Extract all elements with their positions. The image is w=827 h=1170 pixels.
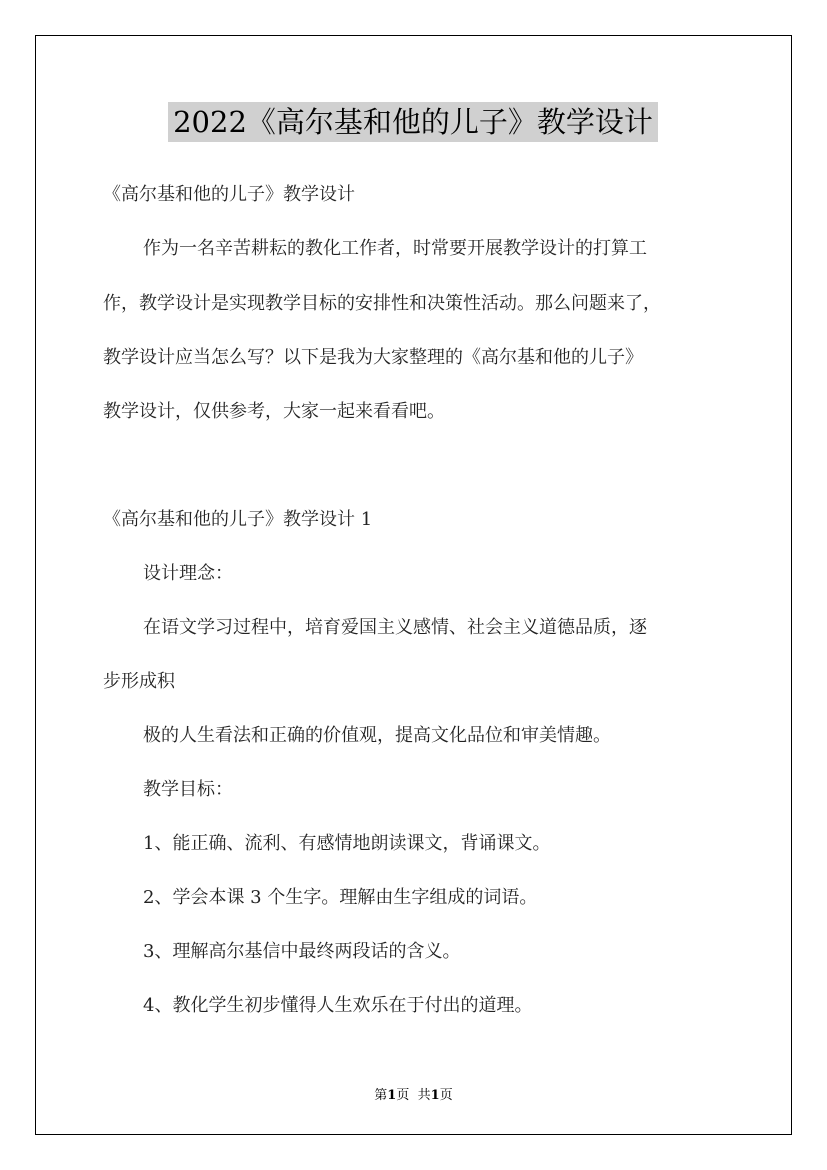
page-prefix: 第 (374, 1088, 388, 1103)
paragraph-line: 在语文学习过程中，培育爱国主义感情、社会主义道德品质，逐 (143, 617, 647, 638)
section-heading: 《高尔基和他的儿子》教学设计 1 (103, 509, 373, 530)
paragraph-line: 作为一名辛苦耕耘的教化工作者，时常要开展教学设计的打算工 (143, 238, 647, 259)
section-label: 教学目标： (143, 779, 233, 800)
paragraph-line: 步形成积 (103, 671, 175, 692)
list-item: 3、理解高尔基信中最终两段话的含义。 (143, 941, 461, 962)
list-item: 4、教化学生初步懂得人生欢乐在于付出的道理。 (143, 995, 533, 1016)
paragraph-line: 教学设计，仅供参考，大家一起来看看吧。 (103, 401, 445, 422)
paragraph-line: 作，教学设计是实现教学目标的安排性和决策性活动。那么问题来了， (103, 293, 661, 314)
paragraph-line: 教学设计应当怎么写？以下是我为大家整理的《高尔基和他的儿子》 (103, 347, 643, 368)
section-label: 设计理念： (143, 563, 233, 584)
total-pages: 1 (430, 1088, 440, 1103)
list-item: 2、学会本课 3 个生字。理解由生字组成的词语。 (143, 887, 538, 908)
page-footer (0, 1084, 827, 1103)
document-title: 2022《高尔基和他的儿子》教学设计 (168, 102, 658, 142)
page-number: 1 (387, 1088, 397, 1103)
page-suffix: 页 (396, 1088, 410, 1103)
total-suffix: 页 (439, 1088, 453, 1103)
total-prefix: 共 (417, 1088, 431, 1103)
paragraph-line: 极的人生看法和正确的价值观，提高文化品位和审美情趣。 (143, 725, 611, 746)
list-item: 1、能正确、流利、有感情地朗读课文，背诵课文。 (143, 833, 551, 854)
subtitle-line: 《高尔基和他的儿子》教学设计 (103, 184, 355, 205)
